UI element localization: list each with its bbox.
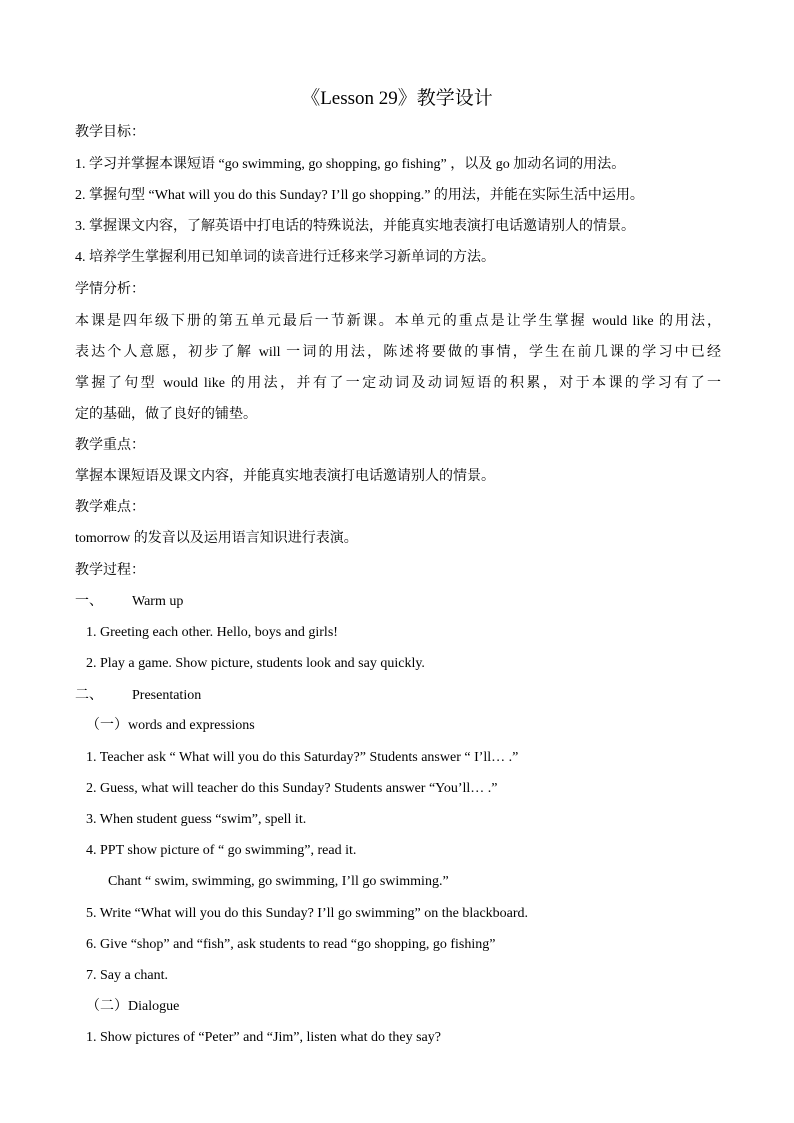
subsection-label: （一）words and expressions (86, 718, 255, 733)
dialogue-item: 1. Show pictures of “Peter” and “Jim”, listen what do they say? (86, 1030, 441, 1045)
presentation-item: 7. Say a chant. (86, 968, 169, 983)
objective-item: 4. 培养学生掌握利用已知单词的读音进行迁移来学习新单词的方法。 (75, 250, 495, 265)
presentation-item: 3. When student guess “swim”, spell it. (86, 812, 307, 827)
analysis-paragraph (75, 306, 721, 430)
presentation-item: 4. PPT show picture of “ go swimming”, read it. (86, 843, 357, 858)
analysis-line: 表达个人意愿，初步了解 will 一词的用法，陈述将要做的事情，学生在前几课的学习中已经 (75, 345, 721, 360)
presentation-item: 1. Teacher ask “ What will you do this Saturday?” Students answer “ I’ll… .” (86, 750, 519, 765)
analysis-line: 定的基础，做了良好的铺垫。 (75, 407, 257, 422)
presentation-item: 5. Write “What will you do this Sunday? I’ll go swimming” on the blackboard. (86, 906, 529, 921)
warmup-item: 2. Play a game. Show picture, students look and say quickly. (86, 656, 425, 671)
section-title: Presentation (132, 688, 202, 703)
presentation-item: 6. Give “shop” and “fish”, ask students to read “go shopping, go fishing” (86, 937, 496, 952)
analysis-heading: 学情分析： (75, 282, 145, 297)
objectives-heading: 教学目标： (75, 125, 145, 140)
difficulties-heading: 教学难点： (75, 500, 145, 515)
document-title: 《Lesson 29》教学设计 (301, 88, 493, 109)
difficulties-text: tomorrow 的发音以及运用语言知识进行表演。 (75, 531, 358, 546)
presentation-item: 2. Guess, what will teacher do this Sunday? Students answer “You’ll… .” (86, 781, 498, 796)
section-number: 二、 (75, 688, 103, 703)
subsection-label: （二）Dialogue (86, 999, 180, 1014)
analysis-line: 掌握了句型 would like 的用法，并有了一定动词及动词短语的积累，对于本课的学习有了一 (75, 376, 721, 391)
section-number: 一、 (75, 594, 103, 609)
chant-line: Chant “ swim, swimming, go swimming, I’ll go swimming.” (108, 874, 449, 889)
warmup-item: 1. Greeting each other. Hello, boys and girls! (86, 625, 338, 640)
section-title: Warm up (132, 594, 184, 609)
objective-item: 2. 掌握句型 “What will you do this Sunday? I’ll go shopping.” 的用法，并能在实际生活中运用。 (75, 188, 644, 203)
process-heading: 教学过程： (75, 563, 145, 578)
analysis-line: 本课是四年级下册的第五单元最后一节新课。本单元的重点是让学生掌握 would like 的用法， (75, 314, 721, 329)
key-points-text: 掌握本课短语及课文内容，并能真实地表演打电话邀请别人的情景。 (75, 469, 495, 484)
objective-item: 3. 掌握课文内容，了解英语中打电话的特殊说法，并能真实地表演打电话邀请别人的情景。 (75, 219, 635, 234)
key-points-heading: 教学重点： (75, 438, 145, 453)
objective-item: 1. 学习并掌握本课短语 “go swimming, go shopping, go fishing” ，以及 go 加动名词的用法。 (75, 157, 626, 172)
